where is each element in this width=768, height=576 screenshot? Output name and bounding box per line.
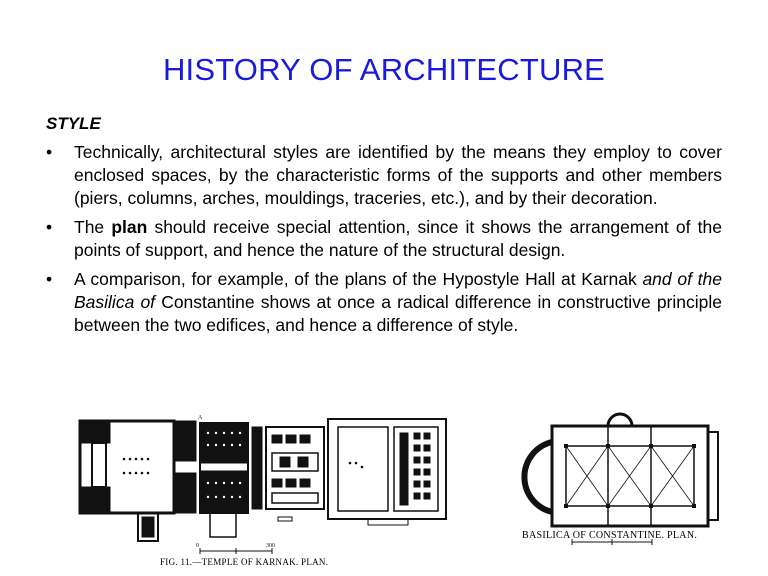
bullet-item — [46, 268, 722, 337]
bullet-text-bold: plan — [111, 217, 148, 237]
basilica-caption: BASILICA OF CONSTANTINE. PLAN. — [522, 530, 698, 541]
bullet-list — [46, 141, 722, 343]
bullet-text: Technically, architectural styles are identified by the means they employ to cover enclosed spaces, by the characteristic forms of the supports and other members (piers, columns, arches, mouldings, traceries, etc.), and by their decoration. — [74, 142, 722, 208]
bullet-text: The — [74, 217, 112, 237]
scale-start-label: 0 — [196, 543, 199, 549]
slide-title: HISTORY OF ARCHITECTURE — [162, 52, 606, 87]
bullet-text: should receive special attention, since it shows the arrangement of the points of support, and hence the nature of the structural design. — [74, 217, 722, 260]
karnak-plan-figure — [78, 413, 450, 571]
bullet-item — [46, 216, 722, 262]
karnak-caption: FIG. 11.—TEMPLE OF KARNAK. PLAN. — [160, 557, 329, 567]
section-heading: STYLE — [46, 114, 101, 133]
bullet-text-italic: and of the Basilica of — [74, 269, 722, 312]
plan-mark-label: A — [198, 415, 203, 421]
bullet-text: A comparison, for example, of the plans of the Hypostyle Hall at Karnak — [74, 269, 643, 289]
scale-end-label: 300 — [266, 543, 275, 549]
bullet-item — [46, 141, 722, 210]
bullet-text: Constantine shows at once a radical difference in constructive principle between the two edifices, and hence a difference of style. — [74, 292, 722, 335]
